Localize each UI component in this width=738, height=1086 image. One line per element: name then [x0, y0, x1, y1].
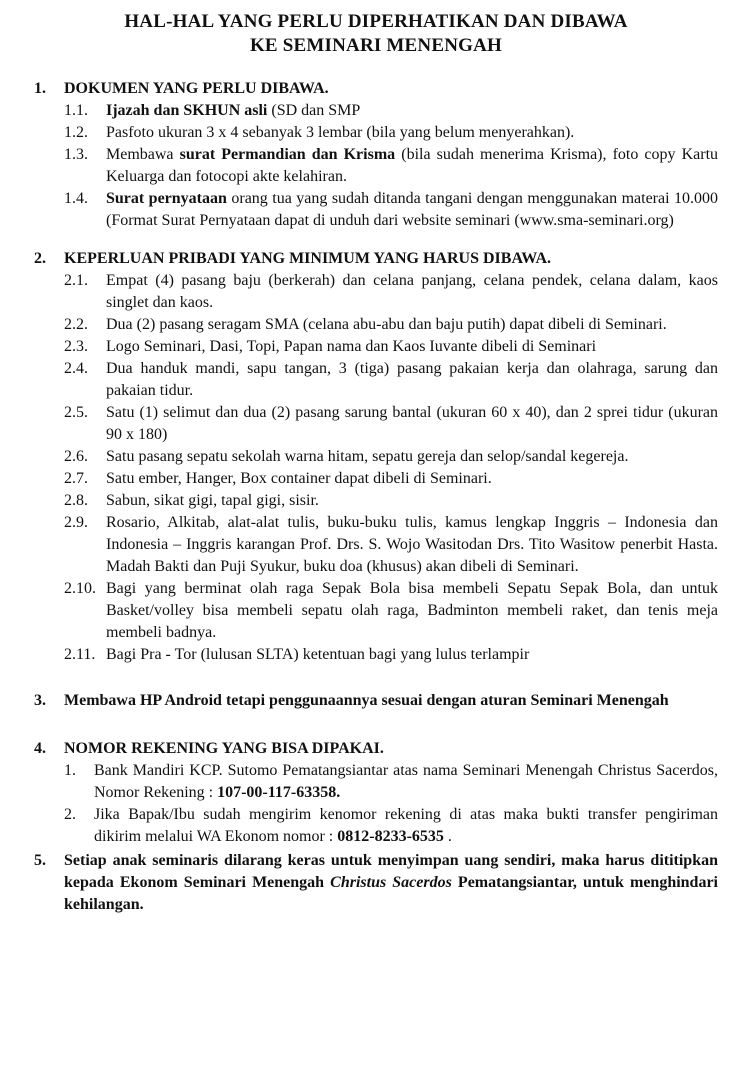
item-number: 1.1.	[64, 102, 88, 119]
item-tail: .	[443, 828, 452, 845]
item-text: Dua (2) pasang seragam SMA (celana abu-abu dan baju putih) dapat dibeli di Seminari.	[106, 316, 667, 333]
item-text: (SD dan SMP	[267, 102, 361, 119]
item-number: 2.	[64, 806, 76, 823]
item-text: Satu pasang sepatu sekolah warna hitam, sepatu gereja dan selop/sandal kegereja.	[106, 448, 629, 465]
account-number: 107-00-117-63358	[217, 784, 337, 801]
list-item	[64, 188, 718, 232]
section-heading: DOKUMEN YANG PERLU DIBAWA.	[64, 80, 329, 97]
list-item	[64, 270, 718, 314]
title-line-2: KE SEMINARI MENENGAH	[249, 35, 503, 56]
item-text: Rosario, Alkitab, alat-alat tulis, buku-buku tulis, kamus lengkap Inggris – Indonesia dan Indonesia – Inggris karangan Prof. Drs. S. Wojo Wasitodan Drs. Tito Wasitow penerbit Hasta. Madah Bakti dan Puji Syukur, buku doa (khusus) akan dibeli di Seminari.	[106, 514, 718, 575]
section-text: Pematangsiantar, untuk menghindari kehilangan.	[64, 874, 718, 913]
section-number: 5.	[34, 852, 46, 869]
section-bank-account	[34, 738, 718, 848]
list-item	[64, 760, 718, 804]
section-number: 1.	[34, 80, 46, 97]
section-number: 3.	[34, 692, 46, 709]
item-number: 2.3.	[64, 338, 88, 355]
section-text: Membawa HP Android tetapi penggunaannya sesuai dengan aturan Seminari Menengah	[64, 692, 669, 709]
title-line-1: HAL-HAL YANG PERLU DIPERHATIKAN DAN DIBAWA	[124, 11, 628, 32]
item-number: 1.4.	[64, 190, 88, 207]
section-number: 2.	[34, 250, 46, 267]
item-text: Bank Mandiri KCP. Sutomo Pematangsiantar atas nama Seminari Menengah Christus Sacerdos, Nomor Rekening :	[94, 762, 718, 801]
whatsapp-number: 0812-8233-6535	[337, 828, 444, 845]
section-number: 4.	[34, 740, 46, 757]
list-item	[64, 402, 718, 446]
section-personal-needs	[34, 248, 718, 666]
item-number: 2.11.	[64, 646, 96, 663]
item-number: 2.8.	[64, 492, 88, 509]
list-item	[64, 644, 718, 666]
item-bold-text: surat Permandian dan Krisma	[179, 146, 396, 163]
item-text: Empat (4) pasang baju (berkerah) dan celana panjang, celana pendek, celana dalam, kaos singlet dan kaos.	[106, 272, 718, 311]
item-text: Jika Bapak/Ibu sudah mengirim kenomor rekening di atas maka bukti transfer pengiriman dikirim melalui WA Ekonom nomor :	[94, 806, 718, 845]
list-item	[64, 336, 718, 358]
item-text: Bagi yang berminat olah raga Sepak Bola bisa membeli Sepatu Sepak Bola, dan untuk Basket/volley bisa membeli sepatu olah raga, Badminton membeli raket, dan tenis meja membeli badnya.	[106, 580, 718, 641]
item-tail: .	[336, 784, 341, 801]
list-item	[64, 578, 718, 644]
item-number: 1.3.	[64, 146, 88, 163]
item-number: 2.4.	[64, 360, 88, 377]
item-number: 1.	[64, 762, 76, 779]
item-number: 2.10.	[64, 580, 96, 597]
list-item	[64, 804, 718, 848]
item-text: Dua handuk mandi, sapu tangan, 3 (tiga) pasang pakaian kerja dan olahraga, sarung dan pakaian tidur.	[106, 360, 718, 399]
document-title	[34, 10, 718, 58]
list-item	[64, 358, 718, 402]
section-documents	[34, 78, 718, 232]
list-item	[64, 446, 718, 468]
list-item	[64, 468, 718, 490]
item-number: 2.2.	[64, 316, 88, 333]
list-item	[64, 144, 718, 188]
list-item	[64, 512, 718, 578]
section-text: Setiap anak seminaris dilarang keras untuk menyimpan uang sendiri, maka harus dititipkan kepada Ekonom Seminari Menengah	[64, 852, 718, 891]
item-number: 1.2.	[64, 124, 88, 141]
item-number: 2.6.	[64, 448, 88, 465]
item-text: Logo Seminari, Dasi, Topi, Papan nama dan Kaos Iuvante dibeli di Seminari	[106, 338, 597, 355]
item-number: 2.5.	[64, 404, 88, 421]
item-text: Sabun, sikat gigi, tapal gigi, sisir.	[106, 492, 319, 509]
item-text: Pasfoto ukuran 3 x 4 sebanyak 3 lembar (bila yang belum menyerahkan).	[106, 124, 575, 141]
item-text: Satu ember, Hanger, Box container dapat dibeli di Seminari.	[106, 470, 492, 487]
list-item	[64, 314, 718, 336]
item-text: (bila sudah menerima Krisma), foto copy Kartu Keluarga dan fotocopi akte kelahiran.	[106, 146, 719, 185]
item-text: orang tua yang sudah ditanda tangani dengan menggunakan materai 10.000 (Format Surat Pernyataan dapat di unduh dari website seminari (www.sma-seminari.org)	[106, 190, 719, 229]
item-bold-text: Surat pernyataan	[106, 190, 227, 207]
section-heading: NOMOR REKENING YANG BISA DIPAKAI.	[64, 740, 384, 757]
section-italic-text: Christus Sacerdos	[330, 874, 452, 891]
list-item	[64, 100, 718, 122]
section-phone	[34, 690, 718, 712]
section-money-rule	[34, 850, 718, 916]
section-heading: KEPERLUAN PRIBADI YANG MINIMUM YANG HARUS DIBAWA.	[64, 250, 551, 267]
item-text: Satu (1) selimut dan dua (2) pasang sarung bantal (ukuran 60 x 40), dan 2 sprei tidur (ukuran 90 x 180)	[106, 404, 718, 443]
item-number: 2.7.	[64, 470, 88, 487]
item-text: Membawa	[106, 146, 180, 163]
list-item	[64, 122, 718, 144]
item-bold-text: Ijazah dan SKHUN asli	[106, 102, 268, 119]
list-item	[64, 490, 718, 512]
item-number: 2.9.	[64, 514, 88, 531]
item-number: 2.1.	[64, 272, 88, 289]
item-text: Bagi Pra - Tor (lulusan SLTA) ketentuan bagi yang lulus terlampir	[106, 646, 530, 663]
